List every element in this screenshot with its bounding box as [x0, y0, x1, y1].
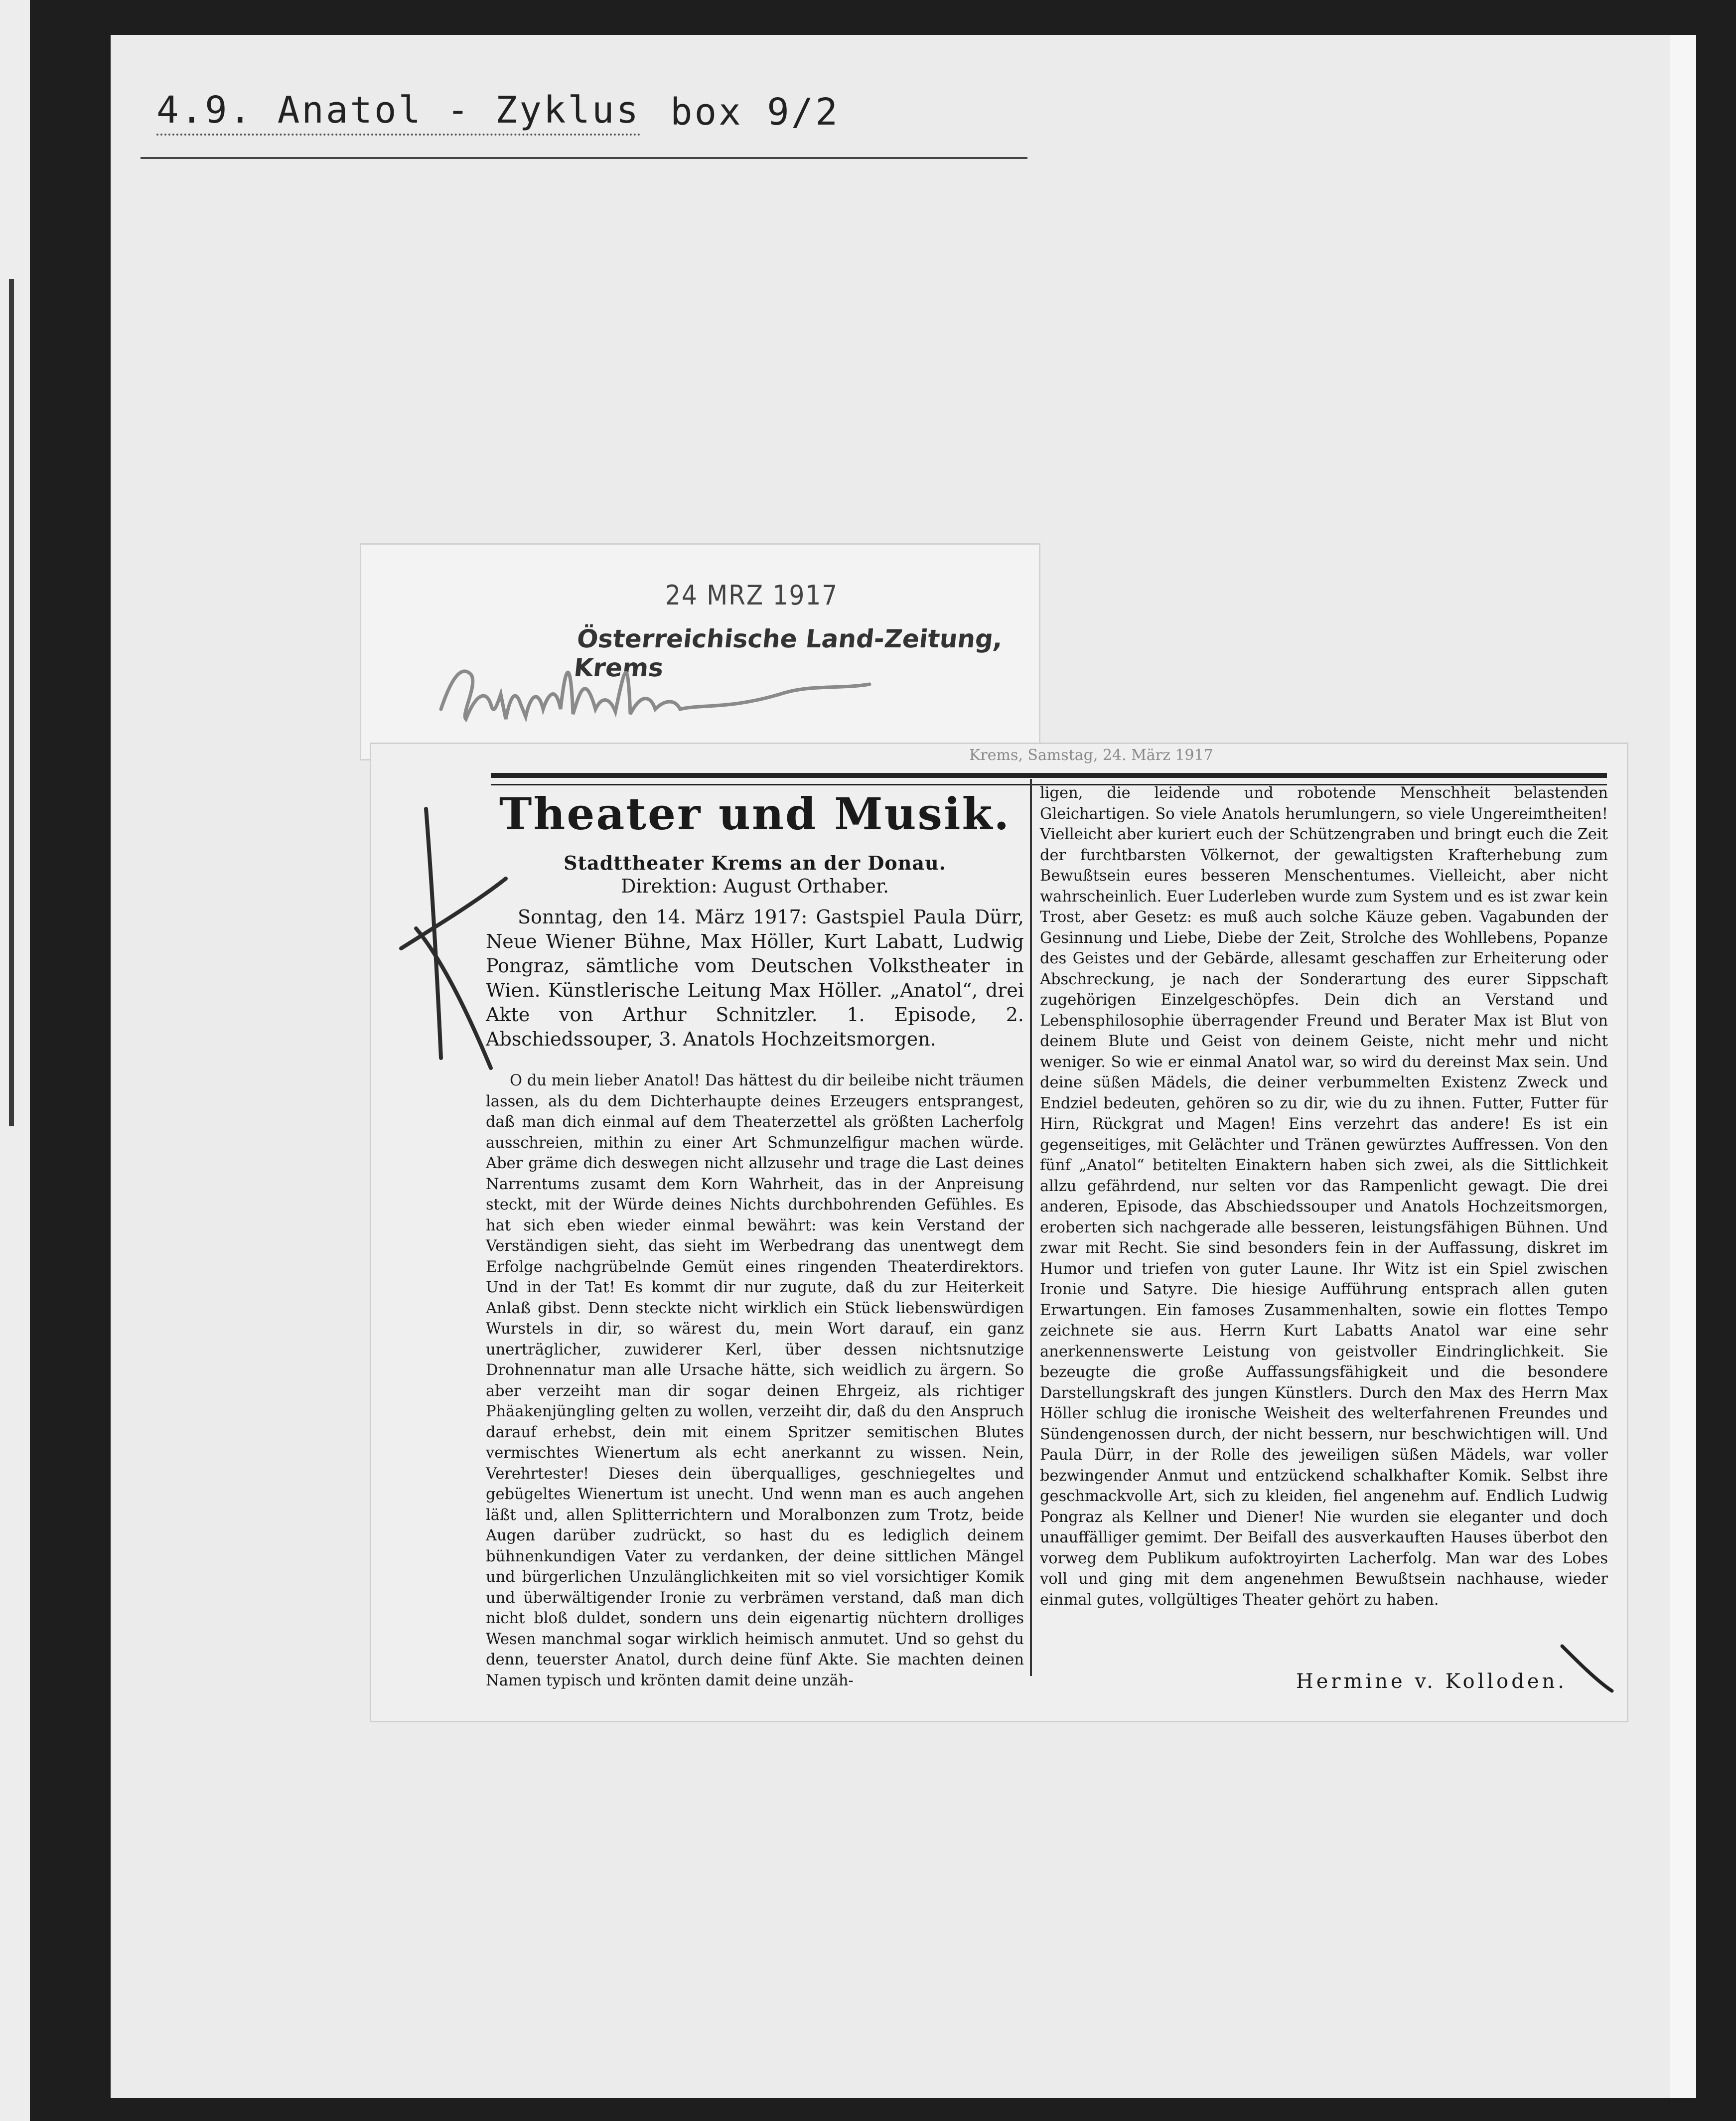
review-text-part-2: ligen, die leidende und robotende Menschheit belastenden Gleichartigen. So viele Anatols herumlungern, so viele Ungereimtheiten! Vielleicht aber kuriert euch der Schützengraben und bringt euch die Zeit der furchtbarsten Völkernot, der gewaltigsten Krafterhebung zum Bewußtsein eures besseren Menschentumes. Vielleicht, aber nicht wahrscheinlich. Euer Luderleben wurde zum System und es ist zwar kein Trost, aber Gesetz: es muß auch solche Käuze geben. Vagabunden der Gesinnung und Liebe, Diebe der Zeit, Strolche des Wohllebens, Popanze des Geistes und der Gebärde, allesamt geschaffen zur Erheiterung oder Abschreckung, je nach der Sonderartung des eurer Sippschaft zugehörigen Einzelgeschöpfes. Dein dich an Verstand und Lebensphilosophie überragender Freund und Berater Max ist Blut von deinem Blute und Geist von deinem Geiste, nicht mehr und nicht weniger. So wie er einmal Anatol war, so wird du dereinst Max sein. Und deine süßen Mädels, die deiner verbummelten Existenz Zweck und Endziel bedeuten, gehören so zu dir, wie du zu ihnen. Futter, Futter für Hirn, Rückgrat und Magen! Eins verzehrt das andere! Es ist ein gegenseitiges, mit Gelächter und Tränen gewürztes Auffressen. Von den fünf „Anatol“ betitelten Einaktern haben sich zwei, als die Sittlichkeit allzu gefährdend, nur selten vor das Rampenlicht gewagt. Die drei anderen, Episode, das Abschiedssouper und Anatols Hochzeitsmorgen, eroberten sich nachgerade alle besseren, leistungsfähigen Bühnen. Und zwar mit Recht. Sie sind besonders fein in der Auffassung, diskret im Humor und triefen von guter Laune. Ihr Witz ist ein Spiel zwischen Ironie und Satyre. Die hiesige Aufführung entsprach allen guten Erwartungen. Ein famoses Zusammenhalten, sowie ein flottes Tempo zeichnete sie aus. Herrn Kurt Labatts Anatol war eine sehr anerkennenswerte Leistung von geistvoller Eindringlichkeit. Sie bezeugte die große Auffassungsfähigkeit und die besondere Darstellungskraft des jungen Künstlers. Durch den Max des Herrn Max Höller schlug die ironische Weisheit des welterfahrenen Freundes und Sündengenossen durch, der nicht bessern, nur beschwichtigen will. Und Paula Dürr, in der Rolle des jeweiligen süßen Mädels, war voller bezwingender Anmut und entzückend schalkhafter Komik. Selbst ihre geschmackvolle Art, sich zu kleiden, fiel angenehm auf. Endlich Ludwig Pongraz als Kellner und Diener! Nie wurden sie eleganter und doch unauffälliger gemimt. Der Beifall des ausverkauften Hauses überbot den vorweg dem Publikum aufoktroyirten Lacherfolg. Man war des Lobes voll und ging mit dem angenehmen Bewußtsein nachhause, wieder einmal gutes, vollgültiges Theater gehört zu haben. — [1040, 784, 1608, 1609]
theater-direction: Direktion: August Orthaber. — [620, 875, 889, 897]
article-column-left — [486, 783, 1024, 1689]
folder-title: 4.9. Anatol - Zyklus — [156, 89, 640, 136]
stamp-date: 24 MRZ 1917 — [665, 580, 839, 611]
stamp-newspaper-name: Österreichische Land-Zeitung, Krems — [572, 624, 1005, 682]
author-signature: Hermine v. Kolloden. — [1296, 1670, 1567, 1693]
newspaper-clipping — [370, 743, 1628, 1722]
clipping-edge-text: Krems, Samstag, 24. März 1917 — [969, 747, 1213, 764]
handwritten-signature — [431, 634, 879, 739]
folder-label — [156, 75, 840, 150]
box-number: box 9/2 — [670, 91, 840, 134]
column-divider — [1030, 779, 1032, 1676]
article-column-right — [1040, 783, 1608, 1680]
header-rule — [141, 157, 1027, 159]
theater-name: Stadttheater Krems an der Donau. — [564, 852, 946, 874]
article-title: Theater und Musik. — [499, 788, 1011, 840]
archive-sheet — [111, 35, 1696, 2098]
program-listing: Sonntag, den 14. März 1917: Gastspiel Paula Dürr, Neue Wiener Bühne, Max Höller, Kurt Labatt, Ludwig Pongraz, sämtliche vom Deutschen Volkstheater in Wien. Künstlerische Leitung Max Höller. „Anatol“, drei Akte von Arthur Schnitzler. 1. Episode, 2. Abschiedssouper, 3. Anatols Hochzeitsmorgen. — [486, 906, 1024, 1050]
adjacent-page-edge — [0, 0, 30, 2121]
stamp-clipping — [360, 543, 1040, 760]
review-text-part-1: O du mein lieber Anatol! Das hättest du dir beileibe nicht träumen lassen, als du dem Dichterhaupte deines Erzeugers entsprangest, daß man dich einmal auf dem Theaterzettel als größten Lacherfolg ausschreien, mithin zu einer Art Schmunzelfigur machen würde. Aber gräme dich deswegen nicht allzusehr und trage die Last deines Narrentums zusamt dem Korn Wahrheit, das in der Anpreisung steckt, mit der Würde deines Nichts durchbohrenden Gefühles. Es hat sich eben wieder einmal bewährt: was kein Verstand der Verständigen sieht, das sieht im Werbedrang das unentwegt dem Erfolge nachgrübelnde Gemüt eines ringenden Theaterdirektors. Und in der Tat! Es kommt dir nur zugute, daß du zur Heiterkeit Anlaß gibst. Denn steckte nicht wirklich ein Stück liebenswürdigen Wurstels in dir, so wärest du, mein Wort darauf, ein ganz unerträglicher, zuwiderer Kerl, über dessen nichtsnutzige Drohnennatur man alle Ursache hätte, sich weidlich zu ärgern. So aber verzeiht man dir sogar deinen Ehrgeiz, als richtiger Phäakenjüngling gelten zu wollen, verzeiht dir, daß du den Anspruch darauf erhebst, dein mit einem Spritzer semitischen Blutes vermischtes Wienertum als echt anerkannt zu wissen. Nein, Verehrtester! Dieses dein überqualliges, geschniegeltes und gebügeltes Wienertum ist unecht. Und wenn man es auch angehen läßt und, allen Splitterrichtern und Moralbonzen zum Trotz, beide Augen darüber zudrückt, so hast du es lediglich deinem bühnenkundigen Vater zu verdanken, der deine sittlichen Mängel und bürgerlichen Unzulänglichkeiten mit so viel vorsichtiger Komik und überwältigender Ironie zu verbrämen verstand, daß man dich nicht bloß duldet, sondern uns dein eigenartig nüchtern drolliges Wesen manchmal sogar wirklich heimisch anmutet. Und so gehst du denn, teuerster Anatol, durch deine fünf Akte. Sie machten deinen Namen typisch und krönten damit deine unzäh- — [486, 1072, 1024, 1689]
pencil-check-mark — [1557, 1641, 1617, 1696]
sheet-edge — [1670, 35, 1696, 2098]
